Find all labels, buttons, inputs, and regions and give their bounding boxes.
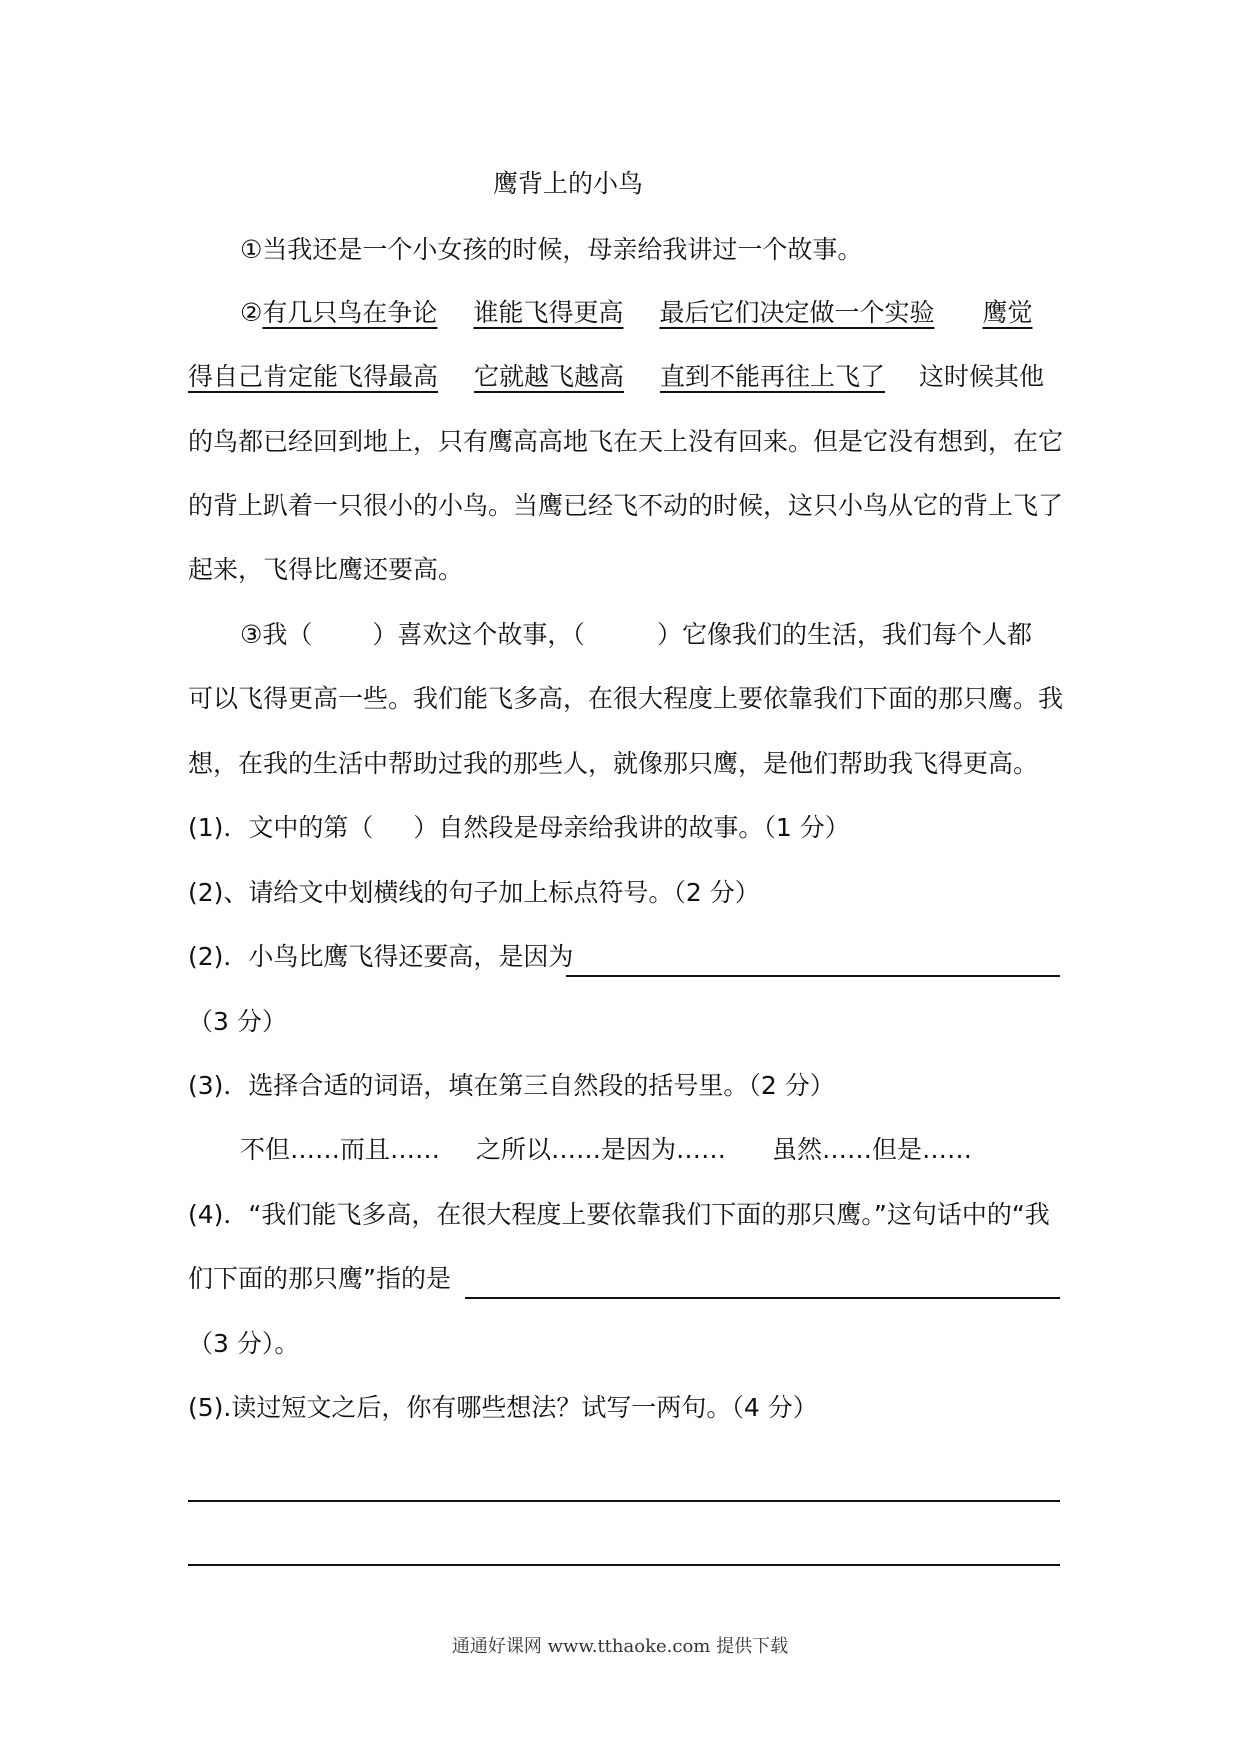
answer-line-q5-2[interactable] bbox=[188, 1564, 1060, 1566]
question-2b: (2)．小鸟比鹰飞得还要高，是因为 bbox=[188, 942, 574, 971]
paragraph-3-line-3: 想，在我的生活中帮助过我的那些人，就像那只鹰，是他们帮助我飞得更高。 bbox=[188, 749, 1039, 778]
option-1: 不但……而且…… bbox=[240, 1135, 441, 1164]
paragraph-2-number: ② bbox=[240, 298, 263, 327]
question-1: (1)．文中的第（ ）自然段是母亲给我讲的故事。（1 分） bbox=[188, 813, 850, 842]
answer-line-q2b[interactable] bbox=[566, 975, 1060, 977]
question-4-score: （3 分）。 bbox=[188, 1329, 300, 1358]
footer-credit: 通通好课网 www.tthaoke.com 提供下载 bbox=[451, 1636, 789, 1657]
answer-line-q4[interactable] bbox=[465, 1297, 1060, 1299]
paragraph-2-line-4: 的背上趴着一只很小的小鸟。当鹰已经飞不动的时候，这只小鸟从它的背上飞了 bbox=[188, 491, 1064, 520]
question-2b-score: （3 分） bbox=[188, 1007, 287, 1036]
paragraph-1: ①当我还是一个小女孩的时候，母亲给我讲过一个故事。 bbox=[240, 235, 863, 264]
paragraph-2-line-1 bbox=[240, 289, 1240, 337]
question-4-line-2: 们下面的那只鹰”指的是 bbox=[188, 1264, 451, 1293]
underlined-sentence: 有几只鸟在争论 谁能飞得更高 最后它们决定做一个实验 鹰觉 bbox=[262, 298, 1033, 327]
question-2a: (2)、请给文中划横线的句子加上标点符号。（2 分） bbox=[188, 878, 760, 907]
paragraph-3-line-2: 可以飞得更高一些。我们能飞多高，在很大程度上要依靠我们下面的那只鹰。我 bbox=[188, 684, 1064, 713]
paragraph-2-line-5: 起来，飞得比鹰还要高。 bbox=[188, 555, 464, 584]
option-2: 之所以……是因为…… bbox=[476, 1135, 727, 1164]
question-3: (3)．选择合适的词语，填在第三自然段的括号里。（2 分） bbox=[188, 1071, 835, 1100]
paragraph-3-line-1: ③我（ ）喜欢这个故事，（ ）它像我们的生活，我们每个人都 bbox=[240, 620, 1032, 649]
underlined-sentence: 得自己肯定能飞得最高 它就越飞越高 直到不能再往上飞了 bbox=[188, 362, 886, 391]
question-3-options bbox=[240, 1126, 1240, 1174]
passage-title: 鹰背上的小鸟 bbox=[493, 169, 644, 198]
question-4-line-1: (4)．“我们能飞多高，在很大程度上要依靠我们下面的那只鹰。”这句话中的“我 bbox=[188, 1200, 1050, 1229]
option-3: 虽然……但是…… bbox=[772, 1135, 973, 1164]
paragraph-2-line-2: 得自己肯定能飞得最高 它就越飞越高 直到不能再往上飞了 这时候其他 bbox=[188, 362, 1045, 391]
question-5: (5).读过短文之后，你有哪些想法？试写一两句。（4 分） bbox=[188, 1393, 818, 1422]
paragraph-2-line-3: 的鸟都已经回到地上，只有鹰高高地飞在天上没有回来。但是它没有想到，在它 bbox=[188, 427, 1064, 456]
answer-line-q5-1[interactable] bbox=[188, 1500, 1060, 1502]
